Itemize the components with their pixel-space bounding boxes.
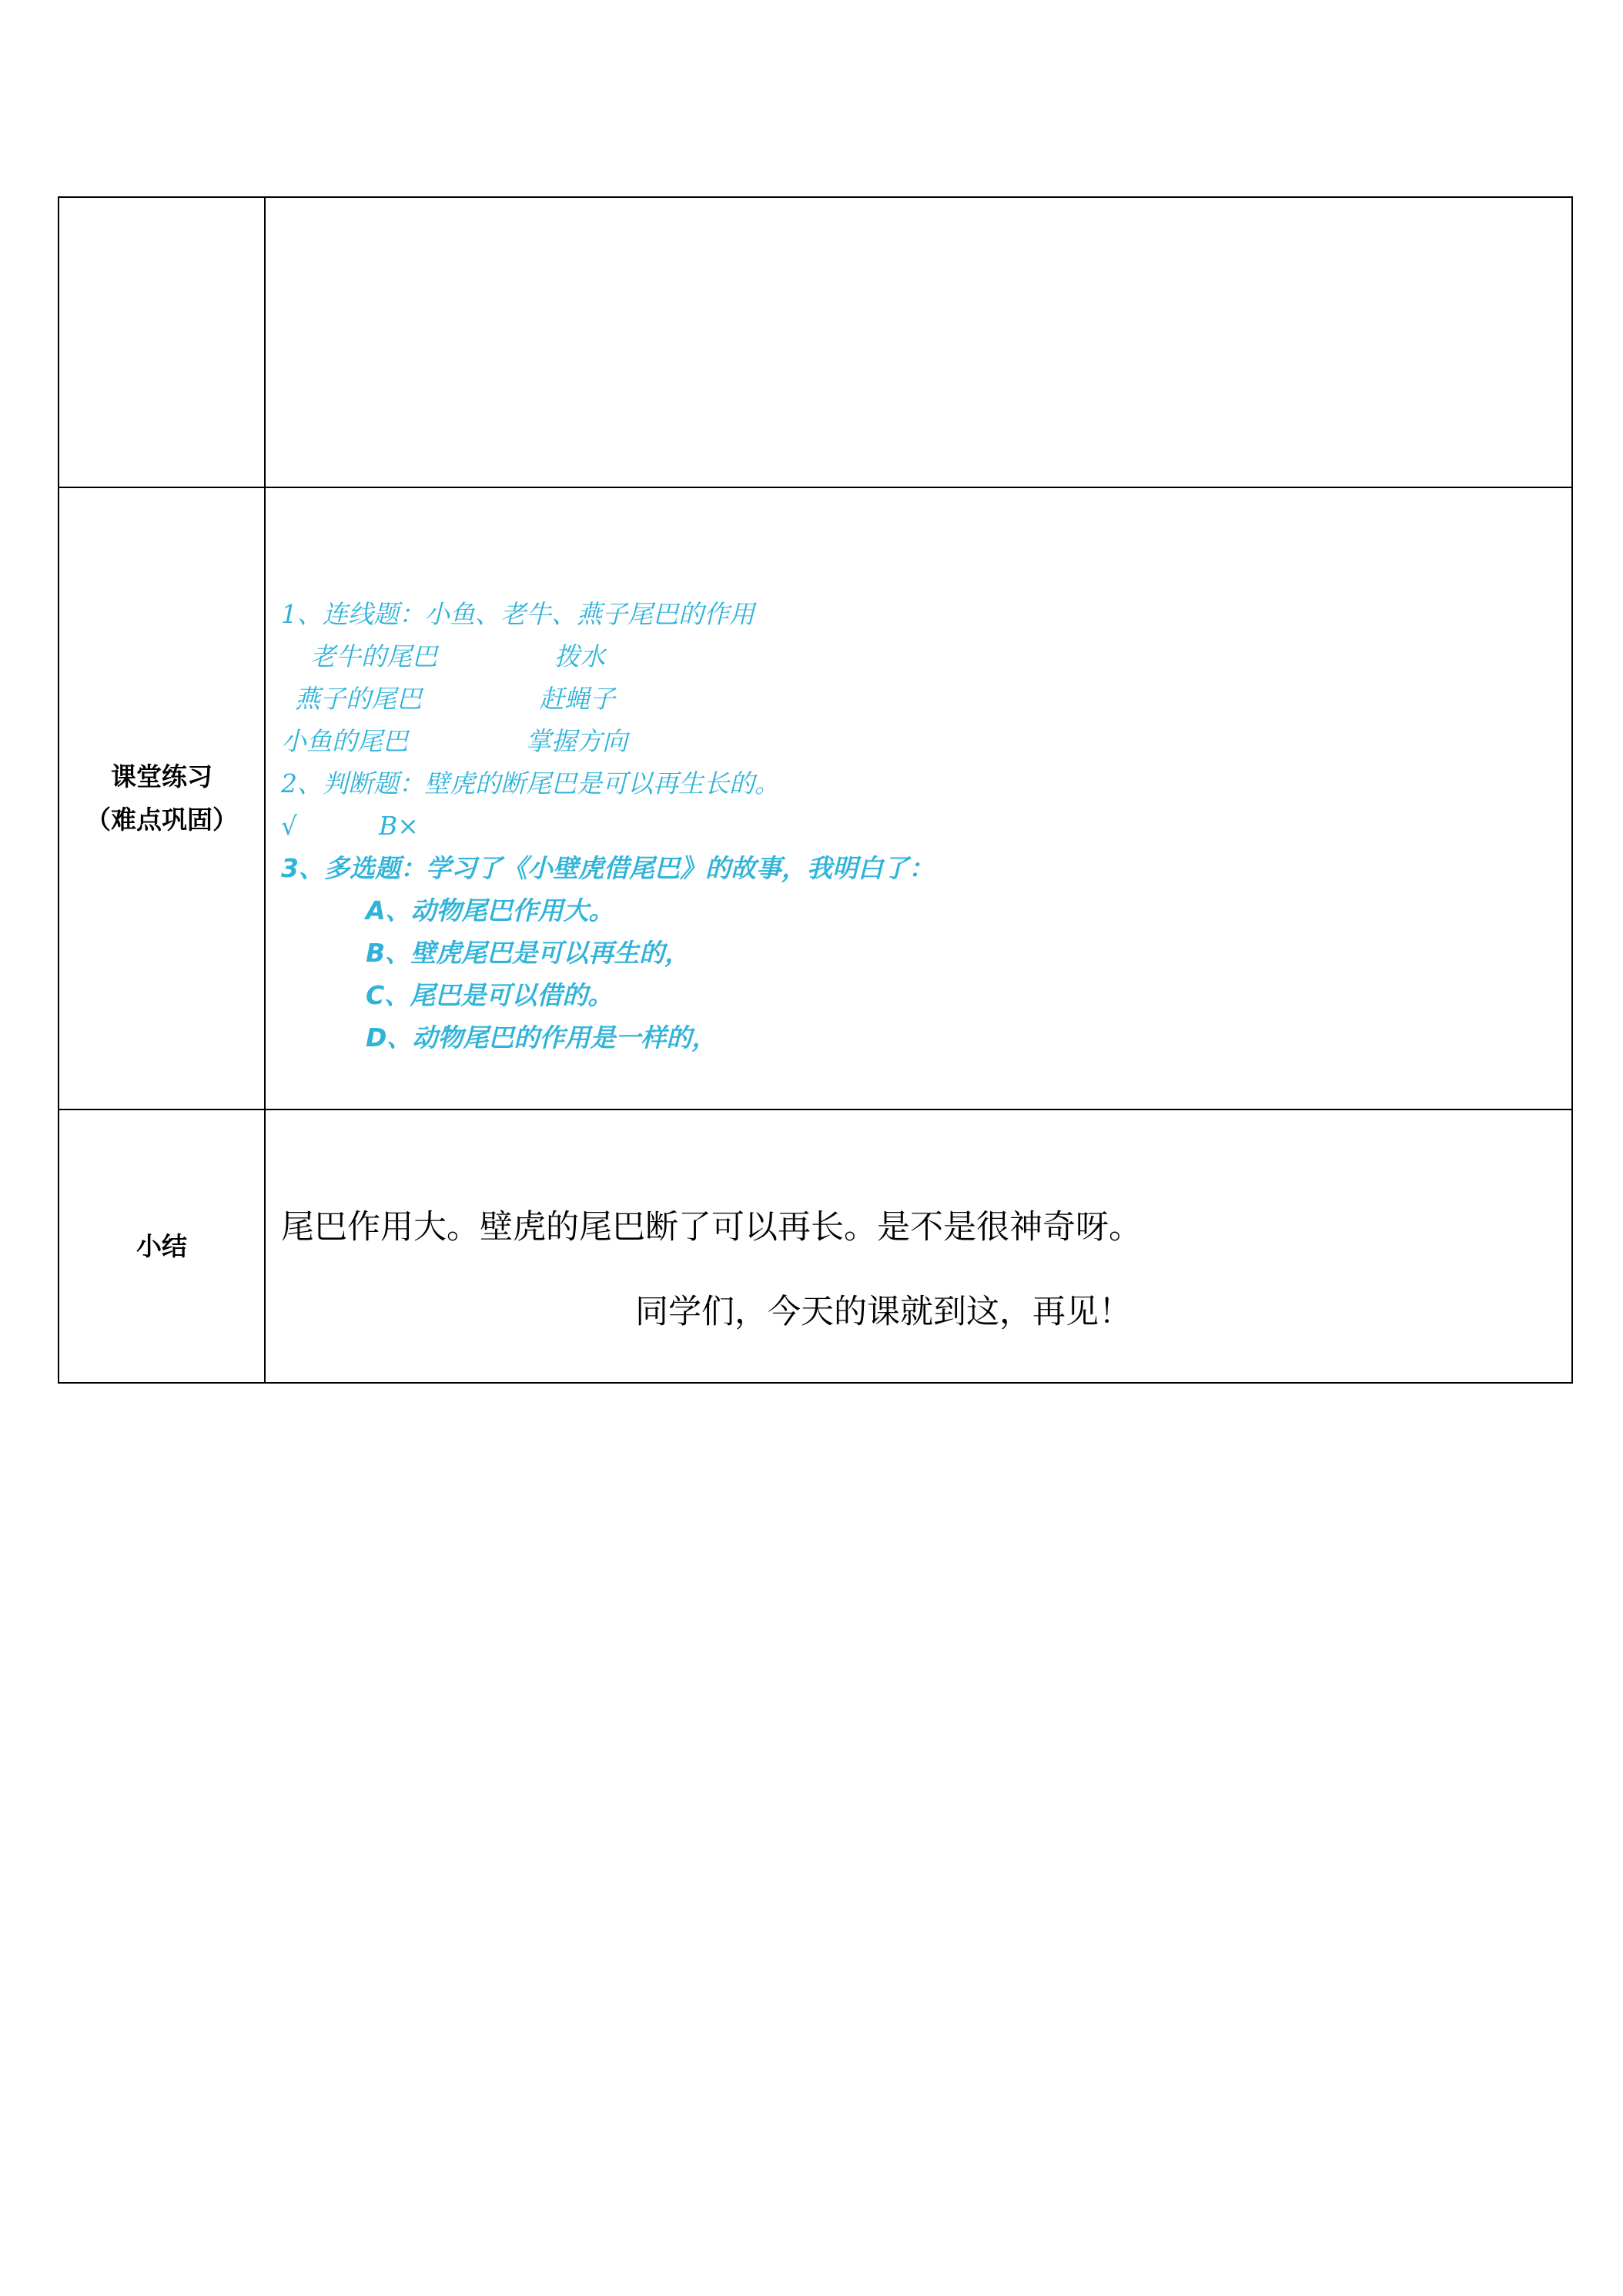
summary-label: 小结 xyxy=(136,1230,187,1261)
match-pair-row xyxy=(281,635,1571,678)
q3-option: C、尾巴是可以借的。 xyxy=(366,979,614,1010)
table-row xyxy=(59,197,1572,487)
match-left: 燕子的尾巴 xyxy=(295,683,422,714)
q3-option: D、动物尾巴的作用是一样的， xyxy=(366,1022,718,1053)
exercise-block xyxy=(266,539,1571,1059)
q3-option: A、动物尾巴作用大。 xyxy=(366,895,614,925)
match-left: 小鱼的尾巴 xyxy=(281,725,408,756)
summary-cell xyxy=(265,1110,1572,1383)
match-right: 拨水 xyxy=(554,641,605,671)
match-pair-row xyxy=(281,720,1571,762)
q2-option-a: √ xyxy=(281,810,298,841)
table-row xyxy=(59,487,1572,1110)
q2-options-row xyxy=(281,805,1571,847)
q3-title: 3、多选题：学习了《小壁虎借尾巴》的故事，我明白了： xyxy=(281,852,934,883)
summary-line-1: 尾巴作用大。壁虎的尾巴断了可以再长。是不是很神奇呀。 xyxy=(281,1207,1142,1247)
match-pair-row xyxy=(281,678,1571,720)
match-right: 掌握方向 xyxy=(526,725,627,756)
practice-sublabel: （难点巩固） xyxy=(85,805,238,835)
match-left: 老牛的尾巴 xyxy=(310,641,437,671)
q1-title: 1、连线题：小鱼、老牛、燕子尾巴的作用 xyxy=(281,598,755,629)
empty-label-cell xyxy=(59,197,265,487)
q3-option: B、壁虎尾巴是可以再生的， xyxy=(366,937,691,968)
practice-label-cell xyxy=(59,487,265,1110)
q2-title: 2、判断题：壁虎的断尾巴是可以再生长的。 xyxy=(281,768,780,798)
practice-label: 课堂练习 xyxy=(111,761,212,792)
match-right: 赶蝇子 xyxy=(539,683,615,714)
lesson-table xyxy=(58,196,1573,1384)
exercise-cell xyxy=(265,487,1572,1110)
empty-content-cell xyxy=(265,197,1572,487)
summary-line-2: 同学们，今天的课就到这，再见！ xyxy=(635,1292,1132,1331)
summary-label-cell xyxy=(59,1110,265,1383)
table-row xyxy=(59,1110,1572,1383)
q2-option-b: B× xyxy=(379,810,419,841)
